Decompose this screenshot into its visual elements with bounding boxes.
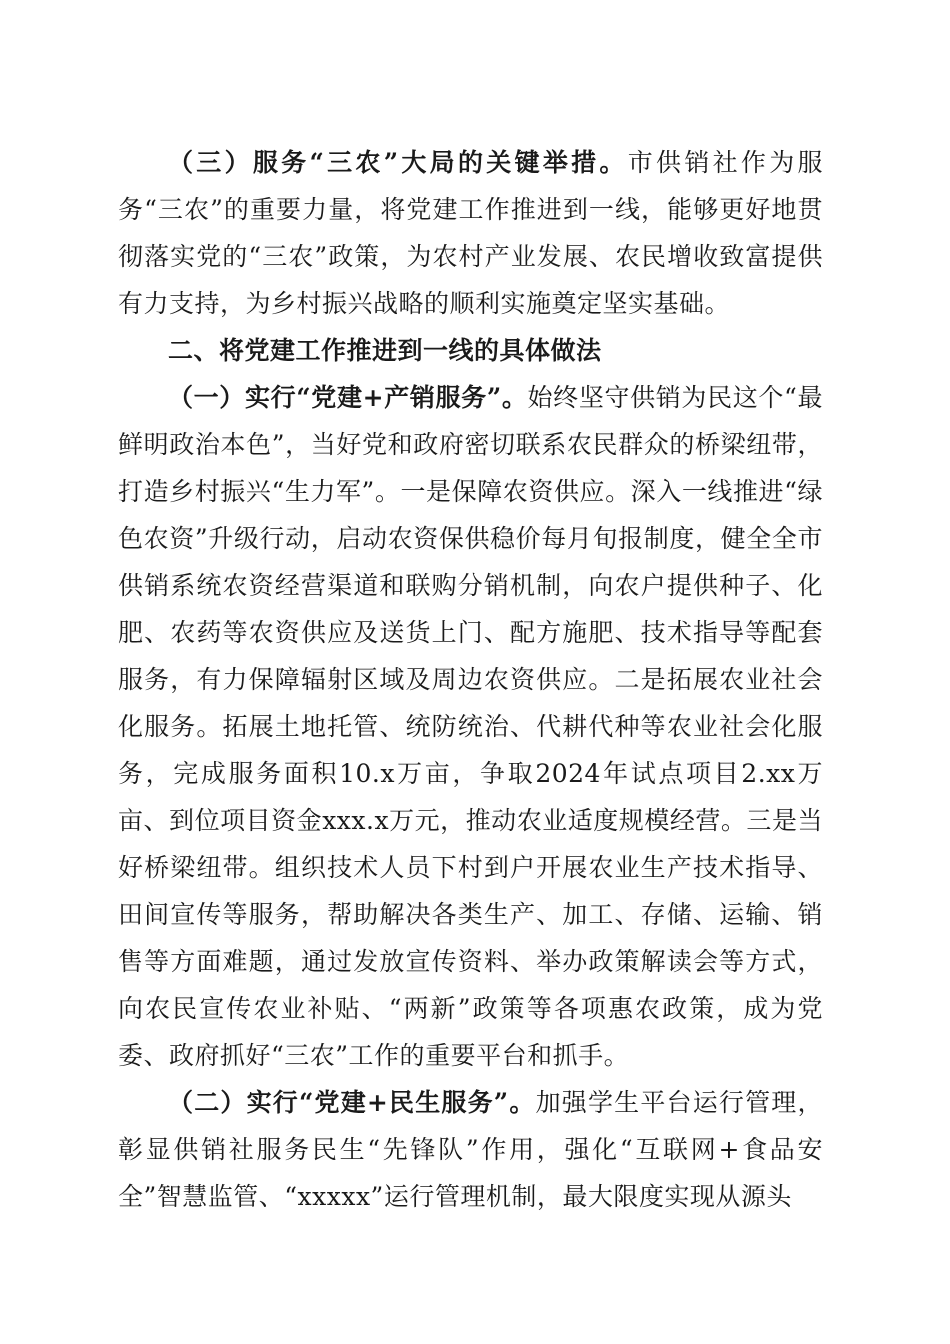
paragraph-party-building-livelihood (118, 1079, 823, 1220)
paragraph-service-sannong (118, 139, 823, 327)
section-heading: 二、将党建工作推进到一线的具体做法 (168, 336, 602, 365)
paragraph-lead: （二）实行“党建+民生服务”。 (168, 1088, 536, 1117)
paragraph-party-building-production (118, 374, 823, 1079)
paragraph-text: 始终坚守供销为民这个“最鲜明政治本色”，当好党和政府密切联系农民群众的桥梁纽带，打造乡村振兴“生力军”。一是保障农资供应。深入一线推进“绿色农资”升级行动，启动农资保供稳价每月旬报制度，健全全市供销系统农资经营渠道和联购分销机制，向农户提供种子、化肥、农药等农资供应及送货上门、配方施肥、技术指导等配套服务，有力保障辐射区域及周边农资供应。二是拓展农业社会化服务。拓展土地托管、统防统治、代耕代种等农业社会化服务，完成服务面积10.x万亩，争取2024年试点项目2.xx万亩、到位项目资金xxx.x万元，推动农业适度规模经营。三是当好桥梁纽带。组织技术人员下村到户开展农业生产技术指导、田间宣传等服务，帮助解决各类生产、加工、存储、运输、销售等方面难题，通过发放宣传资料、举办政策解读会等方式，向农民宣传农业补贴、“两新”政策等各项惠农政策，成为党委、政府抓好“三农”工作的重要平台和抓手。 (118, 383, 823, 1070)
paragraph-lead: （一）实行“党建+产销服务”。 (168, 383, 528, 412)
document-body (118, 139, 823, 1220)
paragraph-text: 市供销社作为服务“三农”的重要力量，将党建工作推进到一线，能够更好地贯彻落实党的“三农”政策，为农村产业发展、农民增收致富提供有力支持，为乡村振兴战略的顺利实施奠定坚实基础。 (118, 148, 823, 318)
paragraph-lead: （三）服务“三农”大局的关键举措。 (168, 148, 628, 177)
paragraph-text: 加强学生平台运行管理，彰显供销社服务民生“先锋队”作用，强化“互联网+食品安全”智慧监管、“xxxxx”运行管理机制，最大限度实现从源头 (118, 1088, 823, 1211)
